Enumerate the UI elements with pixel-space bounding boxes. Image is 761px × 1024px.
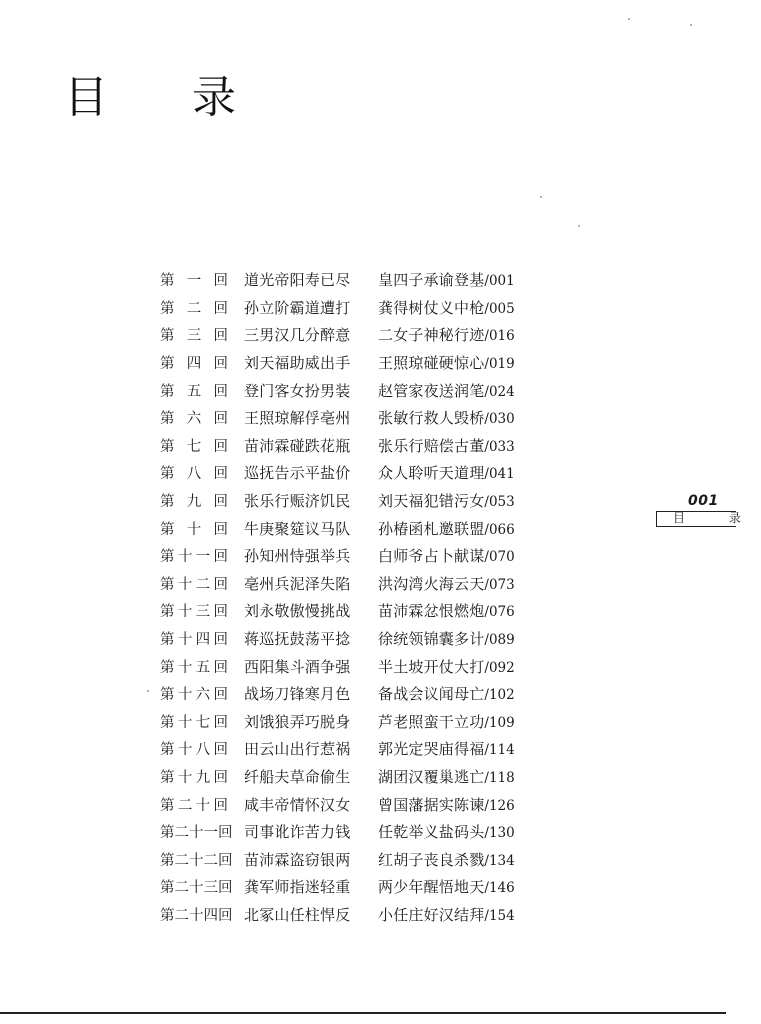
chapter-number-char: 第 (160, 549, 175, 566)
chapter-title-first-line: 刘永敬傲慢挑战 (244, 602, 351, 621)
chapter-title-first-line: 北冢山任柱悍反 (244, 905, 351, 924)
chapter-title-first-line: 登门客女扮男装 (244, 381, 351, 400)
toc-entry (160, 321, 560, 349)
chapter-title-second-text: 赵管家夜送润笔 (378, 381, 485, 400)
chapter-page-number: /134 (484, 852, 515, 869)
chapter-number-char: 回 (218, 852, 233, 869)
chapter-title-second-line (378, 904, 515, 925)
toc-entry (160, 818, 560, 846)
chapter-number-char: 二 (174, 852, 189, 869)
toc-entry (160, 708, 560, 736)
chapter-number-char: 十 (177, 604, 193, 621)
chapter-page-number: /076 (484, 604, 515, 621)
chapter-title-second-line (378, 766, 515, 787)
chapter-number-char: 回 (213, 494, 228, 511)
chapter-page-number: /102 (484, 687, 515, 704)
chapter-title-first-line: 龚军师指迷轻重 (244, 878, 351, 897)
chapter-title-second-line (378, 435, 515, 456)
chapter-title-second-line (378, 545, 515, 566)
chapter-page-number: /089 (484, 632, 515, 649)
chapter-number-char: 八 (195, 742, 211, 759)
chapter-number-char: 回 (213, 411, 228, 428)
chapter-title-first-line: 蒋巡抚鼓荡平捻 (244, 630, 351, 649)
chapter-title-first-line: 西阳集斗酒争强 (244, 657, 351, 676)
chapter-page-number: /016 (484, 328, 515, 345)
chapter-title-first-line: 咸丰帝情怀汉女 (244, 795, 351, 814)
chapter-number-char: 回 (213, 769, 228, 786)
chapter-number-char: 第 (160, 852, 175, 869)
chapter-page-number: /126 (484, 797, 515, 814)
chapter-title-second-line (378, 352, 515, 373)
chapter-number-char: 回 (218, 825, 233, 842)
chapter-title-second-text: 徐统领锦囊多计 (378, 630, 485, 649)
section-label: 目 录 (656, 511, 736, 527)
chapter-title-second-text: 龚得树仗义中枪 (378, 298, 485, 317)
toc-entry (160, 845, 560, 873)
chapter-number (160, 490, 244, 511)
chapter-number (160, 462, 244, 483)
page-number: 001 (688, 493, 719, 509)
chapter-number-char: 十 (189, 880, 204, 897)
chapter-title-second-text: 张乐行赔偿古董 (378, 436, 485, 455)
scan-speck (578, 225, 580, 227)
toc-entry (160, 597, 560, 625)
chapter-number-char: 七 (186, 438, 202, 455)
chapter-title-first-line: 司事讹诈苦力钱 (244, 823, 351, 842)
chapter-number-char: 二 (203, 852, 218, 869)
toc-entry (160, 790, 560, 818)
toc-entry (160, 514, 560, 542)
chapter-number (160, 876, 244, 897)
chapter-title-second-line (378, 324, 515, 345)
chapter-number-char: 第 (160, 659, 175, 676)
chapter-number-char: 十 (177, 632, 193, 649)
chapter-number-char: 第 (160, 907, 175, 924)
chapter-page-number: /146 (484, 880, 515, 897)
chapter-title-second-line (378, 849, 515, 870)
chapter-title-second-text: 半土坡开仗大打 (378, 657, 485, 676)
chapter-page-number: /109 (484, 714, 515, 731)
chapter-number-char: 十 (177, 659, 193, 676)
chapter-title-second-line (378, 628, 515, 649)
chapter-title-second-text: 两少年醒悟地天 (378, 878, 485, 897)
chapter-number (160, 766, 244, 787)
scan-speck (690, 24, 692, 26)
chapter-title-second-text: 曾国藩据实陈谏 (378, 795, 485, 814)
chapter-number (160, 352, 244, 373)
chapter-number-char: 回 (213, 659, 228, 676)
chapter-number-char: 二 (177, 797, 193, 814)
chapter-number (160, 600, 244, 621)
chapter-number-char: 第 (160, 300, 175, 317)
chapter-number-char: 三 (203, 880, 218, 897)
chapter-title-second-text: 小任庄好汉结拜 (378, 905, 485, 924)
chapter-title-second-text: 王照琼碰硬惊心 (378, 354, 485, 373)
chapter-number-char: 十 (177, 742, 193, 759)
chapter-title-second-text: 苗沛霖忿恨燃炮 (378, 602, 485, 621)
chapter-number-char: 回 (213, 438, 228, 455)
chapter-title-second-text: 皇四子承谕登基 (378, 271, 485, 290)
chapter-title-first-line: 刘天福助威出手 (244, 354, 351, 373)
chapter-number (160, 324, 244, 345)
chapter-number-char: 回 (213, 632, 228, 649)
chapter-number-char: 四 (186, 356, 202, 373)
chapter-title-second-line (378, 518, 515, 539)
chapter-number-char: 第 (160, 797, 175, 814)
chapter-page-number: /024 (484, 383, 515, 400)
chapter-page-number: /114 (484, 742, 515, 759)
chapter-number (160, 297, 244, 318)
chapter-title-second-text: 任乾举义盐码头 (378, 823, 485, 842)
chapter-title-second-text: 芦老照蛮干立功 (378, 712, 485, 731)
chapter-title-second-text: 张敏行救人毁桥 (378, 409, 485, 428)
chapter-title-second-line (378, 683, 515, 704)
chapter-title-second-line (378, 269, 515, 290)
chapter-title-second-line (378, 600, 515, 621)
chapter-number-char: 回 (213, 328, 228, 345)
toc-entry (160, 680, 560, 708)
chapter-number (160, 628, 244, 649)
scan-speck (628, 18, 630, 20)
chapter-title-second-line (378, 656, 515, 677)
chapter-number-char: 第 (160, 438, 175, 455)
chapter-number (160, 269, 244, 290)
chapter-title-second-line (378, 462, 515, 483)
chapter-title-second-text: 二女子神秘行迹 (378, 326, 485, 345)
toc-entry (160, 404, 560, 432)
chapter-page-number: /030 (484, 411, 515, 428)
toc-entry (160, 652, 560, 680)
chapter-number-char: 十 (177, 714, 193, 731)
chapter-number-char: 五 (195, 659, 211, 676)
chapter-number-char: 第 (160, 411, 175, 428)
chapter-page-number: /118 (484, 769, 515, 786)
chapter-number (160, 573, 244, 594)
toc-entry (160, 873, 560, 901)
chapter-number-char: 四 (203, 907, 218, 924)
chapter-title-first-line: 纤船夫草命偷生 (244, 767, 351, 786)
scan-speck (147, 690, 149, 692)
chapter-number-char: 第 (160, 273, 175, 290)
chapter-number-char: 一 (203, 825, 218, 842)
chapter-number-char: 十 (186, 521, 202, 538)
chapter-title-first-line: 孙知州恃强举兵 (244, 547, 351, 566)
chapter-title-first-line: 三男汉几分醉意 (244, 326, 351, 345)
chapter-title-second-text: 红胡子丧良杀戮 (378, 850, 485, 869)
chapter-page-number: /073 (484, 576, 515, 593)
toc-entry (160, 266, 560, 294)
chapter-title-first-line: 战场刀锋寒月色 (244, 685, 351, 704)
chapter-title-first-line: 牛庚聚筵议马队 (244, 519, 351, 538)
chapter-number-char: 二 (174, 825, 189, 842)
chapter-number (160, 794, 244, 815)
chapter-number-char: 回 (213, 521, 228, 538)
chapter-number-char: 二 (195, 576, 211, 593)
chapter-number-char: 十 (189, 825, 204, 842)
chapter-number-char: 回 (213, 797, 228, 814)
chapter-number (160, 711, 244, 732)
chapter-number-char: 第 (160, 356, 175, 373)
chapter-number-char: 七 (195, 714, 211, 731)
chapter-title-second-line (378, 738, 515, 759)
chapter-title-first-line: 王照琼解俘亳州 (244, 409, 351, 428)
page-title-char-1: 目 (64, 72, 108, 123)
chapter-number-char: 三 (186, 328, 202, 345)
toc-entry (160, 901, 560, 929)
chapter-title-first-line: 张乐行赈济饥民 (244, 492, 351, 511)
toc-entry (160, 542, 560, 570)
chapter-number-char: 第 (160, 825, 175, 842)
chapter-page-number: /053 (484, 494, 515, 511)
table-of-contents (160, 266, 560, 928)
chapter-number (160, 656, 244, 677)
toc-entry (160, 625, 560, 653)
chapter-number-char: 十 (189, 852, 204, 869)
chapter-page-number: /001 (484, 273, 515, 290)
chapter-number-char: 第 (160, 714, 175, 731)
chapter-title-second-line (378, 794, 515, 815)
chapter-title-second-text: 洪沟湾火海云天 (378, 574, 485, 593)
toc-entry (160, 487, 560, 515)
chapter-number-char: 第 (160, 521, 175, 538)
chapter-number-char: 二 (186, 300, 202, 317)
chapter-number (160, 435, 244, 456)
chapter-page-number: /092 (484, 659, 515, 676)
chapter-title-first-line: 亳州兵泥泽失陷 (244, 574, 351, 593)
toc-entry (160, 432, 560, 460)
chapter-page-number: /070 (484, 549, 515, 566)
toc-entry (160, 294, 560, 322)
page-title-char-2: 录 (192, 72, 236, 123)
chapter-number (160, 738, 244, 759)
toc-entry (160, 459, 560, 487)
chapter-title-second-text: 孙椿函札邀联盟 (378, 519, 485, 538)
chapter-page-number: /005 (484, 300, 515, 317)
chapter-title-first-line: 刘饿狼弄巧脱身 (244, 712, 351, 731)
chapter-number-char: 第 (160, 880, 175, 897)
chapter-title-second-line (378, 876, 515, 897)
chapter-number-char: 回 (213, 466, 228, 483)
chapter-number-char: 回 (213, 549, 228, 566)
chapter-number-char: 八 (186, 466, 202, 483)
chapter-number-char: 六 (186, 411, 202, 428)
chapter-title-first-line: 苗沛霖碰跌花瓶 (244, 436, 351, 455)
chapter-number-char: 十 (177, 549, 193, 566)
chapter-title-second-text: 白师爷占卜献谋 (378, 547, 485, 566)
chapter-number-char: 六 (195, 687, 211, 704)
chapter-number-char: 回 (213, 687, 228, 704)
chapter-number-char: 第 (160, 632, 175, 649)
chapter-number-char: 第 (160, 742, 175, 759)
chapter-title-second-text: 众人聆听天道理 (378, 464, 485, 483)
toc-entry (160, 735, 560, 763)
chapter-number (160, 518, 244, 539)
chapter-number-char: 第 (160, 494, 175, 511)
chapter-number-char: 第 (160, 687, 175, 704)
chapter-page-number: /154 (484, 907, 515, 924)
chapter-title-second-text: 郭光定哭庙得福 (378, 740, 485, 759)
chapter-title-second-line (378, 490, 515, 511)
chapter-title-second-text: 湖团汉覆巢逃亡 (378, 767, 485, 786)
chapter-number-char: 一 (186, 273, 202, 290)
chapter-title-second-line (378, 407, 515, 428)
toc-entry (160, 763, 560, 791)
chapter-title-second-text: 刘天福犯错污女 (378, 492, 485, 511)
chapter-title-first-line: 苗沛霖盗窃银两 (244, 850, 351, 869)
chapter-number (160, 821, 244, 842)
chapter-number-char: 二 (174, 907, 189, 924)
chapter-number-char: 九 (186, 494, 202, 511)
chapter-page-number: /033 (484, 438, 515, 455)
chapter-title-first-line: 巡抚告示平盐价 (244, 464, 351, 483)
chapter-number-char: 回 (218, 880, 233, 897)
chapter-number-char: 五 (186, 383, 202, 400)
chapter-number-char: 二 (174, 880, 189, 897)
chapter-number-char: 十 (189, 907, 204, 924)
chapter-number-char: 十 (177, 687, 193, 704)
chapter-number-char: 回 (213, 604, 228, 621)
chapter-title-first-line: 道光帝阳寿已尽 (244, 271, 351, 290)
chapter-number (160, 904, 244, 925)
chapter-number-char: 第 (160, 466, 175, 483)
chapter-number-char: 四 (195, 632, 211, 649)
chapter-number-char: 第 (160, 328, 175, 345)
chapter-number (160, 849, 244, 870)
chapter-number-char: 十 (177, 576, 193, 593)
chapter-title-first-line: 孙立阶霸道遭打 (244, 298, 351, 317)
chapter-number-char: 回 (213, 383, 228, 400)
chapter-title-first-line: 田云山出行惹祸 (244, 740, 351, 759)
chapter-number-char: 第 (160, 383, 175, 400)
chapter-number-char: 回 (213, 300, 228, 317)
chapter-number (160, 683, 244, 704)
chapter-number-char: 第 (160, 576, 175, 593)
chapter-page-number: /019 (484, 356, 515, 373)
chapter-number-char: 回 (213, 273, 228, 290)
chapter-number-char: 九 (195, 769, 211, 786)
chapter-number-char: 十 (177, 769, 193, 786)
chapter-title-second-line (378, 573, 515, 594)
chapter-title-second-text: 备战会议闻母亡 (378, 685, 485, 704)
chapter-title-second-line (378, 380, 515, 401)
scan-speck (540, 196, 542, 198)
chapter-number-char: 十 (195, 797, 211, 814)
chapter-number (160, 407, 244, 428)
chapter-title-second-line (378, 821, 515, 842)
chapter-number-char: 三 (195, 604, 211, 621)
chapter-page-number: /041 (484, 466, 515, 483)
toc-entry (160, 570, 560, 598)
chapter-number (160, 380, 244, 401)
chapter-number-char: 回 (213, 576, 228, 593)
chapter-number-char: 第 (160, 769, 175, 786)
chapter-number-char: 回 (213, 714, 228, 731)
chapter-number-char: 回 (213, 742, 228, 759)
chapter-number (160, 545, 244, 566)
chapter-number-char: 一 (195, 549, 211, 566)
chapter-page-number: /130 (484, 825, 515, 842)
toc-entry (160, 376, 560, 404)
chapter-number-char: 回 (213, 356, 228, 373)
chapter-number-char: 第 (160, 604, 175, 621)
toc-entry (160, 349, 560, 377)
chapter-page-number: /066 (484, 521, 515, 538)
bottom-rule (0, 1012, 726, 1014)
chapter-number-char: 回 (218, 907, 233, 924)
chapter-title-second-line (378, 711, 515, 732)
chapter-title-second-line (378, 297, 515, 318)
